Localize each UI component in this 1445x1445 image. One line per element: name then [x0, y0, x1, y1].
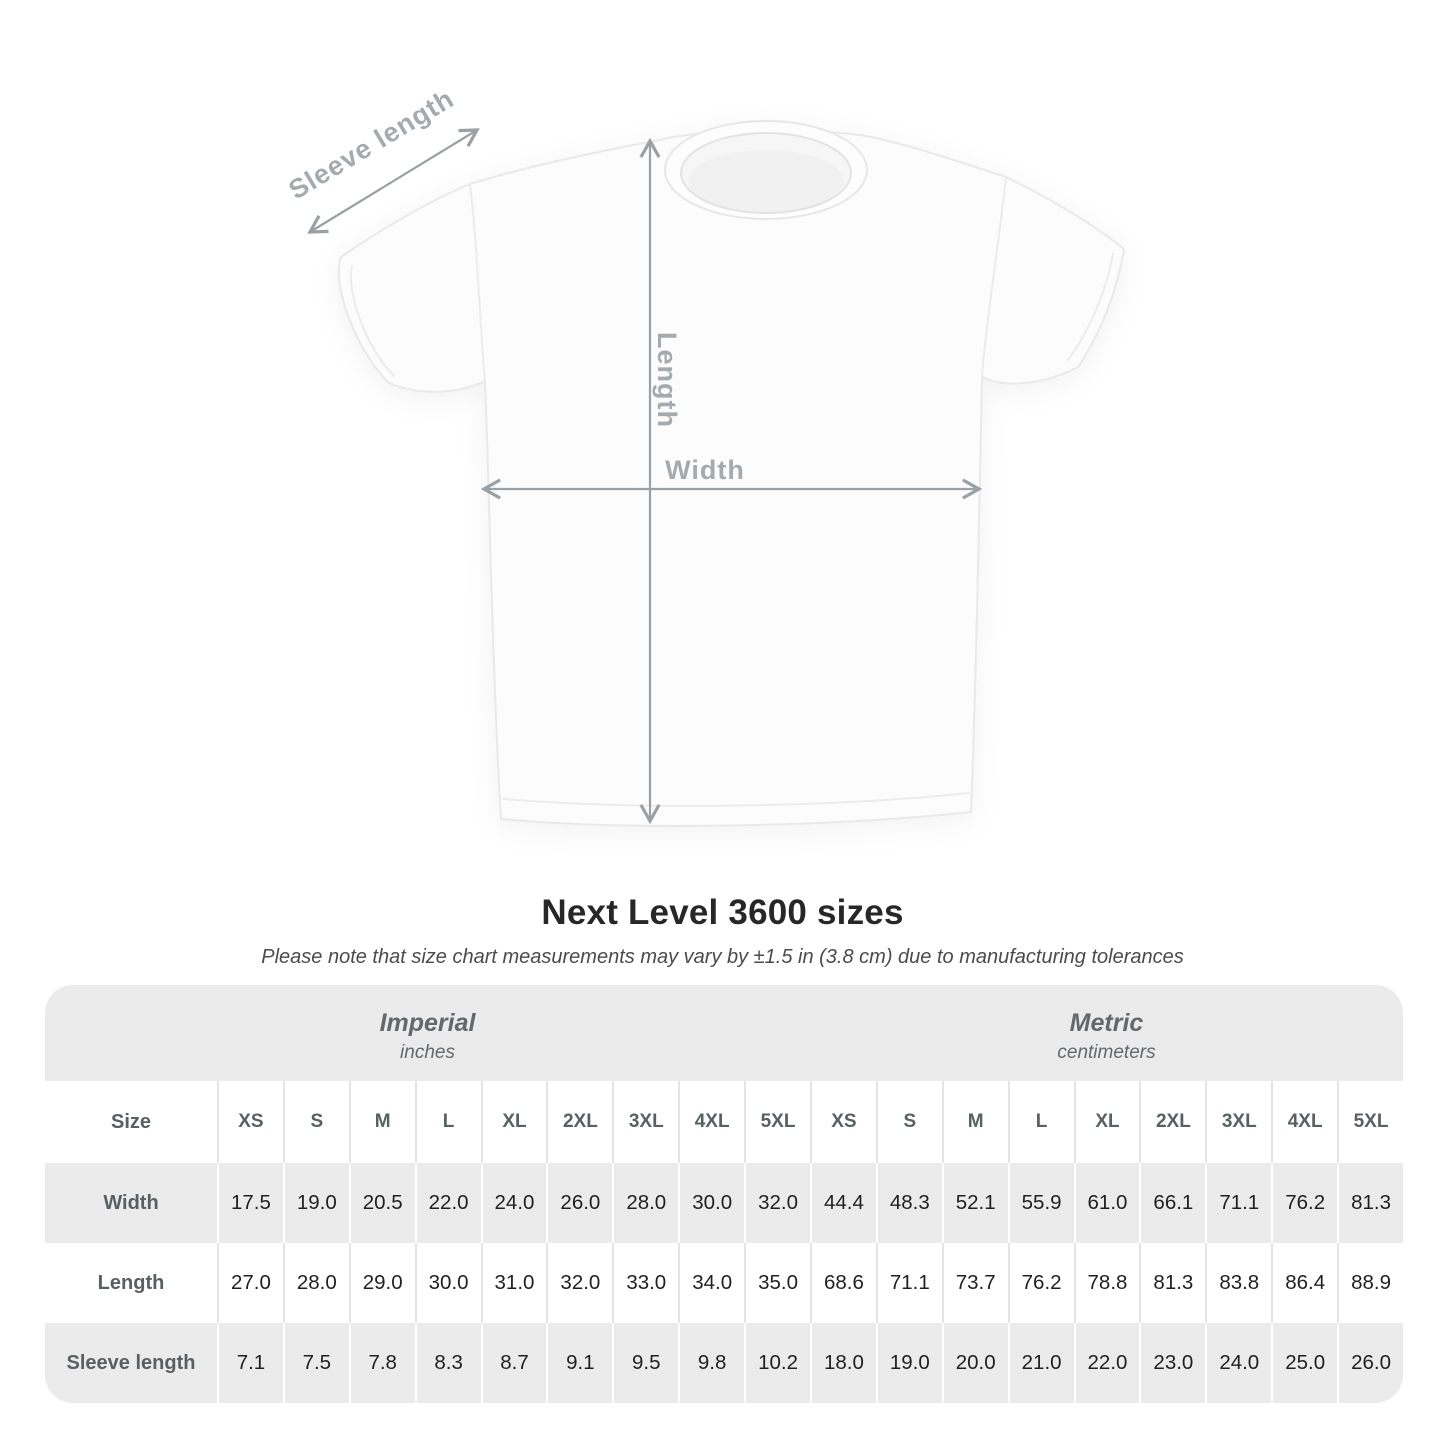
column-header: 4XL — [678, 1081, 744, 1163]
cell-value: 73.7 — [942, 1243, 1008, 1323]
cell-value: 81.3 — [1337, 1163, 1403, 1243]
column-header: XL — [1074, 1081, 1140, 1163]
column-header: M — [942, 1081, 1008, 1163]
imperial-label: Imperial — [379, 1008, 476, 1037]
tolerance-note: Please note that size chart measurements may vary by ±1.5 in (3.8 cm) due to manufacturing tolerances — [261, 946, 1184, 968]
column-header: L — [415, 1081, 481, 1163]
column-header: M — [349, 1081, 415, 1163]
cell-value: 8.7 — [481, 1323, 547, 1403]
cell-value: 34.0 — [678, 1243, 744, 1323]
cell-value: 23.0 — [1139, 1323, 1205, 1403]
cell-value: 29.0 — [349, 1243, 415, 1323]
cell-value: 17.5 — [217, 1163, 283, 1243]
metric-label: Metric — [1069, 1008, 1144, 1037]
column-header: 4XL — [1271, 1081, 1337, 1163]
row-label: Length — [97, 1271, 165, 1294]
cell-value: 76.2 — [1271, 1163, 1337, 1243]
column-header: 5XL — [1337, 1081, 1403, 1163]
column-header: S — [876, 1081, 942, 1163]
cell-value: 78.8 — [1074, 1243, 1140, 1323]
width-label: Width — [665, 455, 745, 485]
size-header-row — [45, 1081, 1403, 1163]
cell-value: 25.0 — [1271, 1323, 1337, 1403]
column-header: XS — [810, 1081, 876, 1163]
row-label: Sleeve length — [66, 1351, 196, 1374]
cell-value: 71.1 — [1205, 1163, 1271, 1243]
unit-group-header-row — [45, 985, 1403, 1081]
cell-value: 10.2 — [744, 1323, 810, 1403]
cell-value: 31.0 — [481, 1243, 547, 1323]
cell-value: 26.0 — [1337, 1323, 1403, 1403]
column-header: XS — [217, 1081, 283, 1163]
cell-value: 81.3 — [1139, 1243, 1205, 1323]
cell-value: 68.6 — [810, 1243, 876, 1323]
column-header: L — [1008, 1081, 1074, 1163]
cell-value: 71.1 — [876, 1243, 942, 1323]
cell-value: 20.5 — [349, 1163, 415, 1243]
cell-value: 9.8 — [678, 1323, 744, 1403]
cell-value: 35.0 — [744, 1243, 810, 1323]
cell-value: 66.1 — [1139, 1163, 1205, 1243]
cell-value: 27.0 — [217, 1243, 283, 1323]
table-body — [45, 1163, 1403, 1403]
cell-value: 32.0 — [546, 1243, 612, 1323]
cell-value: 21.0 — [1008, 1323, 1074, 1403]
imperial-sublabel: inches — [400, 1041, 455, 1063]
length-label: Length — [652, 332, 682, 428]
cell-value: 30.0 — [415, 1243, 481, 1323]
cell-value: 22.0 — [1074, 1323, 1140, 1403]
size-column-header: Size — [110, 1110, 152, 1133]
column-header: 2XL — [546, 1081, 612, 1163]
cell-value: 28.0 — [612, 1163, 678, 1243]
cell-value: 24.0 — [481, 1163, 547, 1243]
cell-value: 19.0 — [876, 1323, 942, 1403]
cell-value: 32.0 — [744, 1163, 810, 1243]
cell-value: 30.0 — [678, 1163, 744, 1243]
metric-group-header — [810, 985, 1403, 1081]
cell-value: 28.0 — [283, 1243, 349, 1323]
cell-value: 44.4 — [810, 1163, 876, 1243]
cell-value: 52.1 — [942, 1163, 1008, 1243]
cell-value: 9.1 — [546, 1323, 612, 1403]
table-row — [45, 1163, 1403, 1243]
column-header: 2XL — [1139, 1081, 1205, 1163]
cell-value: 7.5 — [283, 1323, 349, 1403]
table-row — [45, 1323, 1403, 1403]
cell-value: 83.8 — [1205, 1243, 1271, 1323]
table-row — [45, 1243, 1403, 1323]
collar-shadow — [688, 150, 844, 212]
size-table — [45, 985, 1403, 1403]
cell-value: 55.9 — [1008, 1163, 1074, 1243]
column-header: S — [283, 1081, 349, 1163]
cell-value: 26.0 — [546, 1163, 612, 1243]
cell-value: 48.3 — [876, 1163, 942, 1243]
metric-sublabel: centimeters — [1057, 1041, 1156, 1063]
cell-value: 19.0 — [283, 1163, 349, 1243]
cell-value: 76.2 — [1008, 1243, 1074, 1323]
cell-value: 20.0 — [942, 1323, 1008, 1403]
cell-value: 88.9 — [1337, 1243, 1403, 1323]
page-title: Next Level 3600 sizes — [541, 893, 904, 932]
cell-value: 18.0 — [810, 1323, 876, 1403]
cell-value: 61.0 — [1074, 1163, 1140, 1243]
cell-value: 22.0 — [415, 1163, 481, 1243]
cell-value: 86.4 — [1271, 1243, 1337, 1323]
sleeve-length-label: Sleeve length — [283, 83, 460, 206]
row-label: Width — [103, 1191, 159, 1214]
column-header: 3XL — [1205, 1081, 1271, 1163]
imperial-group-header — [45, 985, 810, 1081]
column-header: 3XL — [612, 1081, 678, 1163]
cell-value: 33.0 — [612, 1243, 678, 1323]
cell-value: 9.5 — [612, 1323, 678, 1403]
cell-value: 7.8 — [349, 1323, 415, 1403]
column-header: 5XL — [744, 1081, 810, 1163]
cell-value: 8.3 — [415, 1323, 481, 1403]
column-header: XL — [481, 1081, 547, 1163]
cell-value: 24.0 — [1205, 1323, 1271, 1403]
cell-value: 7.1 — [217, 1323, 283, 1403]
